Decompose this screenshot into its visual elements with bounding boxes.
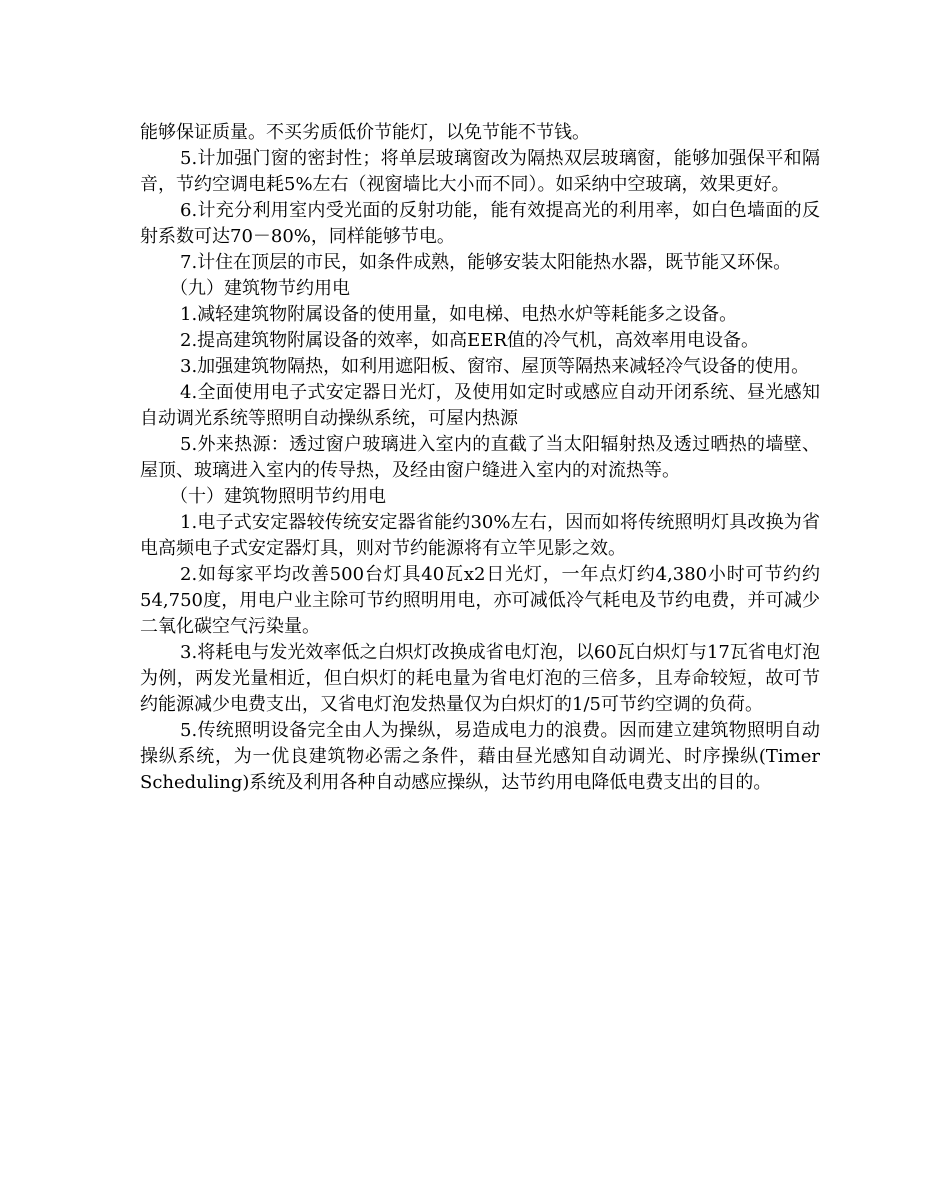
section10-item-2: 2.如每家平均改善500台灯具40瓦x2日光灯，一年点灯约4,380小时可节约约54,750度，用电户业主除可节约照明用电，亦可减低冷气耗电及节约电费，并可减少二氧化碳空气污染量。 [140,564,820,637]
paragraph-item-5: 5.计加强门窗的密封性；将单层玻璃窗改为隔热双层玻璃窗，能够加强保平和隔音，节约空调电耗5%左右（视窗墙比大小而不同）。如采纳中空玻璃，效果更好。 [140,148,820,195]
section9-item-5: 5.外来热源：透过窗户玻璃进入室内的直截了当太阳辐射热及透过晒热的墙壁、屋顶、玻璃进入室内的传导热，及经由窗户缝进入室内的对流热等。 [140,434,820,481]
document-body [140,120,820,796]
section-heading-10: （十）建筑物照明节约用电 [170,486,386,507]
section10-item-5: 5.传统照明设备完全由人为操纵，易造成电力的浪费。因而建立建筑物照明自动操纵系统，为一优良建筑物必需之条件，藉由昼光感知自动调光、时序操纵(Timer Scheduling)系统及利用各种自动感应操纵，达节约用电降低电费支出的目的。 [140,720,820,793]
section9-item-3: 3.加强建筑物隔热，如利用遮阳板、窗帘、屋顶等隔热来减轻冷气设备的使用。 [180,356,810,377]
section9-item-1: 1.减轻建筑物附属设备的使用量，如电梯、电热水炉等耗能多之设备。 [180,304,738,325]
section9-item-2: 2.提高建筑物附属设备的效率，如高EER值的冷气机，高效率用电设备。 [180,330,760,351]
section10-item-3: 3.将耗电与发光效率低之白炽灯改换成省电灯泡，以60瓦白炽灯与17瓦省电灯泡为例，两发光量相近，但白炽灯的耗电量为省电灯泡的三倍多，且寿命较短，故可节约能源减少电费支出，又省电灯泡发热量仅为白炽灯的1/5可节约空调的负荷。 [140,642,820,715]
paragraph-continuation: 能够保证质量。不买劣质低价节能灯，以免节能不节钱。 [140,122,590,143]
paragraph-item-6: 6.计充分利用室内受光面的反射功能，能有效提高光的利用率，如白色墙面的反射系数可达70－80%，同样能够节电。 [140,200,820,247]
section9-item-4: 4.全面使用电子式安定器日光灯，及使用如定时或感应自动开闭系统、昼光感知自动调光系统等照明自动操纵系统，可屋内热源 [140,382,820,429]
section10-item-1: 1.电子式安定器较传统安定器省能约30%左右，因而如将传统照明灯具改换为省电高频电子式安定器灯具，则对节约能源将有立竿见影之效。 [140,512,820,559]
paragraph-item-7: 7.计住在顶层的市民，如条件成熟，能够安装太阳能热水器，既节能又环保。 [180,252,792,273]
section-heading-9: （九）建筑物节约用电 [170,278,350,299]
